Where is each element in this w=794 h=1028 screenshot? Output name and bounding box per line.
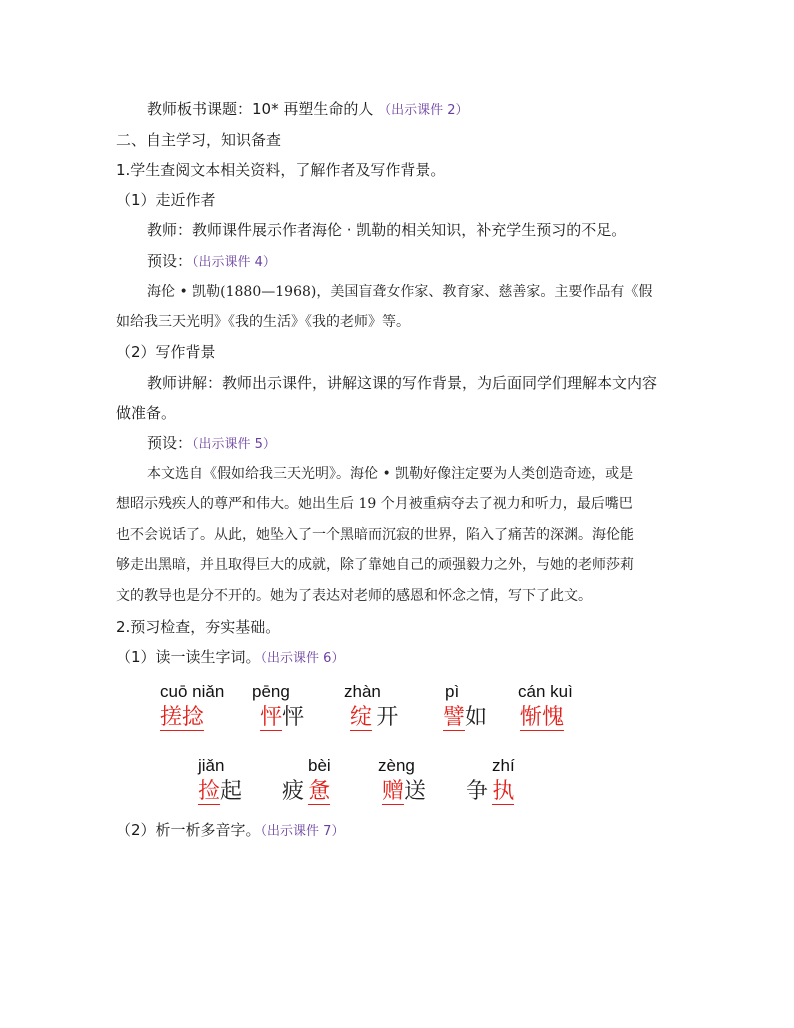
subheading	[116, 820, 344, 842]
plain-chars: 疲	[282, 779, 305, 804]
vocab-word	[282, 778, 330, 806]
background-paragraph-line: 文的教导也是分不开的。她为了表达对老师的感恩和怀念之情，写下了此文。	[116, 588, 592, 604]
pinyin: pēng	[252, 682, 290, 701]
plain-chars: 开	[376, 705, 399, 730]
highlighted-chars: 赠	[382, 779, 405, 804]
highlighted-chars: 惭愧	[520, 705, 565, 730]
plain-chars: 怦	[282, 705, 305, 730]
vocab-word	[160, 704, 204, 732]
preset-line	[147, 251, 276, 273]
courseware-ref: （出示课件 2）	[378, 103, 469, 118]
vocab-word	[466, 778, 514, 806]
pinyin: zhàn	[344, 682, 381, 701]
section-heading: 二、自主学习，知识备查	[116, 131, 282, 149]
board-title-text: 教师板书课题：10* 再塑生命的人	[147, 100, 374, 118]
plain-chars: 送	[404, 779, 427, 804]
vocab-word	[520, 704, 564, 732]
highlighted-chars: 譬	[443, 705, 466, 730]
vocab-word	[198, 778, 242, 806]
pinyin: jiǎn	[198, 756, 225, 775]
highlighted-chars: 惫	[308, 779, 331, 804]
preset-line	[147, 433, 276, 455]
pinyin: bèi	[308, 756, 331, 775]
author-paragraph-line: 如给我三天光明》《我的生活》《我的老师》等。	[116, 314, 410, 330]
pinyin: cán kuì	[518, 682, 573, 701]
background-paragraph-line: 想昭示残疾人的尊严和伟大。她出生后 19 个月被重病夺去了视力和听力，最后嘴巴	[116, 496, 633, 512]
vocab-word	[382, 778, 426, 806]
pinyin: zhí	[492, 756, 515, 775]
background-paragraph-line: 够走出黑暗，并且取得巨大的成就，除了靠她自己的顽强毅力之外，与她的老师莎莉	[116, 557, 634, 573]
subheading-text: （1）读一读生字词。	[116, 648, 261, 666]
pinyin: pì	[445, 682, 460, 701]
teacher-instruction: 教师讲解：教师出示课件，讲解这课的写作背景，为后面同学们理解本文内容	[147, 374, 658, 392]
teacher-instruction: 教师：教师课件展示作者海伦 · 凯勒的相关知识，补充学生预习的不足。	[147, 221, 627, 239]
vocab-word	[260, 704, 304, 732]
teacher-instruction: 做准备。	[116, 404, 177, 422]
highlighted-chars: 执	[492, 779, 515, 804]
subheading	[116, 647, 344, 669]
preset-label: 预设：	[147, 252, 193, 270]
plain-chars: 如	[465, 705, 488, 730]
courseware-ref: （出示课件 6）	[260, 651, 345, 666]
courseware-ref: （出示课件 7）	[260, 824, 345, 839]
board-title	[147, 99, 469, 121]
highlighted-chars: 怦	[260, 705, 283, 730]
background-paragraph-line: 也不会说话了。从此，她坠入了一个黑暗而沉寂的世界，陷入了痛苦的深渊。海伦能	[116, 527, 634, 543]
subheading-text: （2）析一析多音字。	[116, 821, 261, 839]
author-paragraph-line: 海伦 • 凯勒(1880—1968)，美国盲聋女作家、教育家、慈善家。主要作品有《假	[147, 284, 653, 300]
plain-chars: 争	[466, 779, 489, 804]
preset-label: 预设：	[147, 434, 193, 452]
pinyin: cuō niǎn	[160, 682, 225, 701]
courseware-ref: （出示课件 4）	[192, 255, 276, 270]
plain-chars: 起	[220, 779, 243, 804]
background-paragraph-line: 本文选自《假如给我三天光明》。海伦 • 凯勒好像注定要为人类创造奇迹，或是	[147, 466, 634, 482]
item-heading: 2.预习检查，夯实基础。	[116, 618, 281, 636]
item-heading: 1.学生查阅文本相关资料，了解作者及写作背景。	[116, 161, 446, 179]
vocab-word	[350, 704, 398, 732]
subheading: （2）写作背景	[116, 343, 216, 361]
highlighted-chars: 绽	[350, 705, 373, 730]
pinyin: zèng	[378, 756, 415, 775]
highlighted-chars: 捡	[198, 779, 221, 804]
courseware-ref: （出示课件 5）	[192, 437, 276, 452]
vocab-word	[443, 704, 487, 732]
highlighted-chars: 搓捻	[160, 705, 205, 730]
subheading: （1）走近作者	[116, 191, 216, 209]
